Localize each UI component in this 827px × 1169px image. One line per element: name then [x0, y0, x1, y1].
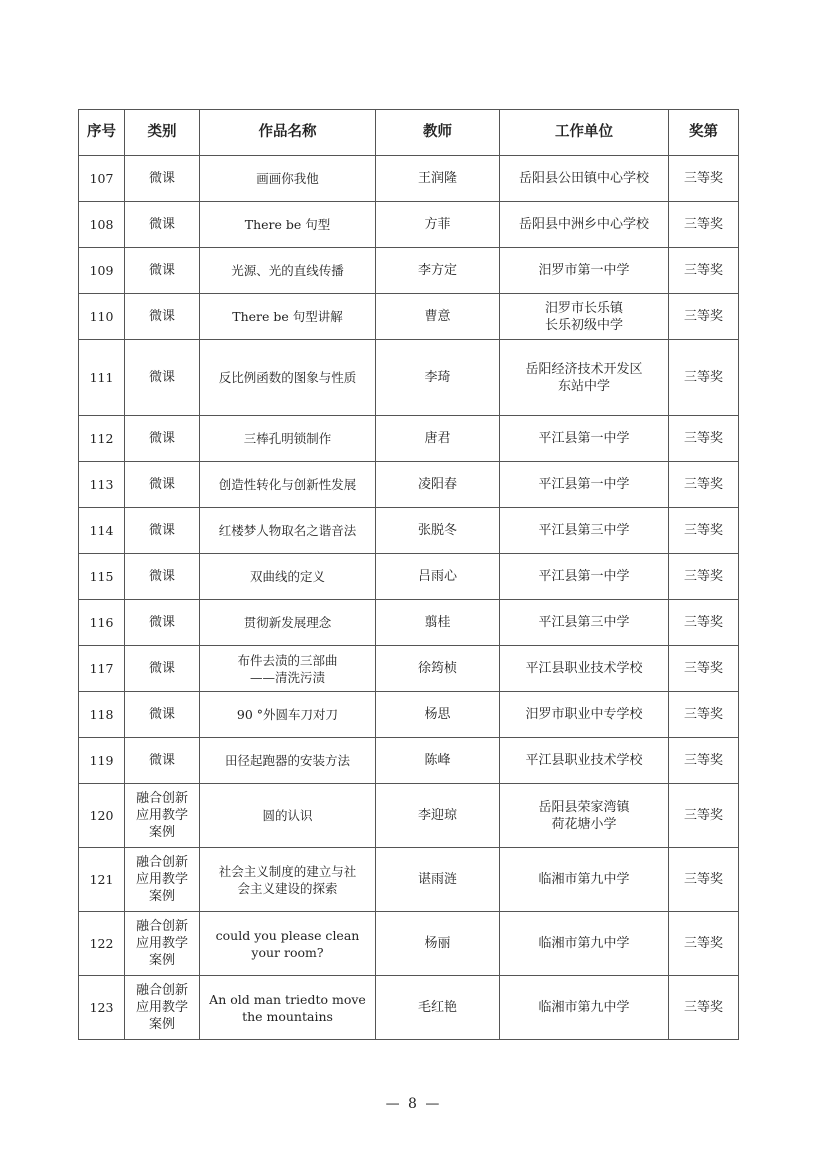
cell-category-text: 微课: [148, 370, 175, 385]
table-row: [79, 692, 739, 738]
cell-award: [669, 416, 739, 462]
cell-teacher-text: 陈峰: [424, 753, 451, 768]
header-award: 奖第: [669, 110, 739, 156]
cell-teacher-text: 曹意: [424, 309, 451, 324]
cell-award-text: 三等奖: [683, 370, 723, 385]
cell-unit: [500, 294, 669, 340]
table-row: [79, 976, 739, 1040]
table-row: [79, 416, 739, 462]
table-row: [79, 156, 739, 202]
cell-category: [125, 202, 200, 248]
cell-category: [125, 156, 200, 202]
cell-no-text: 119: [89, 753, 114, 768]
table-row: [79, 912, 739, 976]
cell-unit-text: 临湘市第九中学: [538, 936, 630, 951]
cell-title-text: 圆的认识: [262, 808, 313, 823]
cell-title: [200, 508, 376, 554]
cell-unit: [500, 202, 669, 248]
cell-title: [200, 156, 376, 202]
cell-title: [200, 554, 376, 600]
cell-award-text: 三等奖: [683, 431, 723, 446]
cell-unit-text: 岳阳县公田镇中心学校: [518, 171, 649, 186]
cell-award-text: 三等奖: [683, 615, 723, 630]
cell-unit-text: 临湘市第九中学: [538, 872, 630, 887]
cell-no: [79, 692, 125, 738]
cell-teacher: [376, 848, 500, 912]
cell-unit-text: 汨罗市职业中专学校: [525, 707, 643, 722]
cell-unit: [500, 976, 669, 1040]
cell-award-text: 三等奖: [683, 263, 723, 278]
cell-category: [125, 912, 200, 976]
cell-no: [79, 340, 125, 416]
cell-award-text: 三等奖: [683, 872, 723, 887]
cell-award-text: 三等奖: [683, 808, 723, 823]
header-title: 作品名称: [200, 110, 376, 156]
cell-award-text: 三等奖: [683, 753, 723, 768]
cell-unit-text: 汨罗市第一中学: [538, 263, 630, 278]
cell-unit-text: 岳阳县荣家湾镇 荷花塘小学: [538, 799, 630, 832]
cell-category-text: 融合创新 应用教学 案例: [135, 791, 188, 840]
cell-title: [200, 848, 376, 912]
table-row: [79, 784, 739, 848]
cell-teacher: [376, 692, 500, 738]
cell-title-text: An old man triedto move the mountains: [209, 991, 366, 1024]
header-unit: 工作单位: [500, 110, 669, 156]
cell-no: [79, 248, 125, 294]
cell-unit: [500, 462, 669, 508]
cell-title-text: 反比例函数的图象与性质: [218, 370, 357, 385]
cell-teacher: [376, 462, 500, 508]
cell-category: [125, 554, 200, 600]
cell-unit-text: 岳阳县中洲乡中心学校: [518, 217, 649, 232]
cell-category-text: 融合创新 应用教学 案例: [135, 855, 188, 904]
cell-no: [79, 462, 125, 508]
cell-no: [79, 912, 125, 976]
cell-no-text: 120: [89, 808, 114, 823]
cell-award: [669, 848, 739, 912]
table-row: [79, 600, 739, 646]
cell-category-text: 融合创新 应用教学 案例: [135, 983, 188, 1032]
table-row: [79, 646, 739, 692]
cell-teacher-text: 毛红艳: [417, 1000, 457, 1015]
cell-title: [200, 462, 376, 508]
cell-unit-text: 临湘市第九中学: [538, 1000, 630, 1015]
cell-unit: [500, 248, 669, 294]
cell-unit-text: 平江县职业技术学校: [525, 661, 643, 676]
cell-unit: [500, 784, 669, 848]
cell-category: [125, 294, 200, 340]
table-row: [79, 202, 739, 248]
cell-unit-text: 平江县第三中学: [538, 615, 630, 630]
cell-teacher-text: 李方定: [417, 263, 457, 278]
table-row: [79, 294, 739, 340]
cell-unit: [500, 646, 669, 692]
cell-unit: [500, 912, 669, 976]
cell-no-text: 110: [89, 309, 114, 324]
cell-teacher-text: 杨丽: [424, 936, 451, 951]
cell-award: [669, 784, 739, 848]
cell-title: [200, 738, 376, 784]
cell-teacher-text: 谌雨涟: [417, 872, 457, 887]
cell-no: [79, 508, 125, 554]
cell-award: [669, 248, 739, 294]
cell-no: [79, 784, 125, 848]
cell-title: [200, 600, 376, 646]
cell-teacher: [376, 294, 500, 340]
cell-category: [125, 248, 200, 294]
cell-unit-text: 平江县职业技术学校: [525, 753, 643, 768]
cell-award: [669, 554, 739, 600]
cell-no-text: 111: [89, 370, 114, 385]
cell-category-text: 微课: [148, 171, 175, 186]
cell-award: [669, 508, 739, 554]
cell-title-text: 光源、光的直线传播: [231, 263, 344, 278]
cell-award-text: 三等奖: [683, 217, 723, 232]
cell-title-text: There be 句型: [244, 217, 331, 232]
cell-no-text: 118: [89, 707, 114, 722]
cell-award-text: 三等奖: [683, 523, 723, 538]
header-row: [79, 110, 739, 156]
cell-unit-text: 汨罗市长乐镇 长乐初级中学: [544, 300, 623, 333]
cell-no-text: 122: [89, 936, 114, 951]
cell-title-text: 90 °外圆车刀对刀: [236, 707, 339, 722]
table-row: [79, 508, 739, 554]
cell-award-text: 三等奖: [683, 1000, 723, 1015]
cell-category: [125, 646, 200, 692]
cell-category: [125, 692, 200, 738]
cell-unit-text: 岳阳经济技术开发区 东站中学: [525, 361, 643, 394]
cell-no-text: 123: [89, 1000, 114, 1015]
cell-title-text: 创造性转化与创新性发展: [218, 477, 357, 492]
cell-no: [79, 416, 125, 462]
header-no: 序号: [79, 110, 125, 156]
cell-unit-text: 平江县第一中学: [538, 431, 630, 446]
table-row: [79, 738, 739, 784]
cell-unit-text: 平江县第三中学: [538, 523, 630, 538]
cell-no-text: 121: [89, 872, 114, 887]
header-category: 类别: [125, 110, 200, 156]
cell-teacher: [376, 416, 500, 462]
cell-unit: [500, 692, 669, 738]
cell-category: [125, 462, 200, 508]
cell-teacher: [376, 508, 500, 554]
cell-teacher: [376, 156, 500, 202]
cell-category: [125, 784, 200, 848]
cell-no-text: 116: [89, 615, 114, 630]
award-table: [78, 109, 739, 1040]
cell-award: [669, 462, 739, 508]
cell-award: [669, 692, 739, 738]
table-row: [79, 462, 739, 508]
cell-category-text: 微课: [148, 431, 175, 446]
cell-award-text: 三等奖: [683, 661, 723, 676]
cell-teacher: [376, 976, 500, 1040]
cell-unit-text: 平江县第一中学: [538, 477, 630, 492]
cell-no: [79, 156, 125, 202]
cell-no: [79, 848, 125, 912]
cell-unit: [500, 416, 669, 462]
cell-title: [200, 976, 376, 1040]
cell-no-text: 114: [89, 523, 114, 538]
cell-teacher: [376, 784, 500, 848]
cell-no: [79, 600, 125, 646]
cell-title: [200, 646, 376, 692]
cell-award-text: 三等奖: [683, 477, 723, 492]
cell-award: [669, 202, 739, 248]
cell-category-text: 微课: [148, 309, 175, 324]
cell-teacher: [376, 554, 500, 600]
cell-title-text: 三棒孔明锁制作: [243, 431, 332, 446]
cell-award: [669, 646, 739, 692]
cell-award-text: 三等奖: [683, 569, 723, 584]
cell-category-text: 微课: [148, 753, 175, 768]
table-row: [79, 554, 739, 600]
cell-category-text: 微课: [148, 477, 175, 492]
cell-title: [200, 248, 376, 294]
table-row: [79, 248, 739, 294]
cell-teacher-text: 方菲: [424, 217, 451, 232]
cell-teacher-text: 徐筠桢: [417, 661, 457, 676]
cell-category-text: 微课: [148, 569, 175, 584]
cell-teacher: [376, 738, 500, 784]
cell-award-text: 三等奖: [683, 707, 723, 722]
cell-title-text: 双曲线的定义: [249, 569, 325, 584]
cell-award: [669, 976, 739, 1040]
cell-award: [669, 340, 739, 416]
table-row: [79, 848, 739, 912]
cell-category: [125, 738, 200, 784]
cell-category-text: 微课: [148, 523, 175, 538]
cell-award-text: 三等奖: [683, 936, 723, 951]
cell-no: [79, 976, 125, 1040]
cell-category: [125, 508, 200, 554]
cell-award-text: 三等奖: [683, 309, 723, 324]
cell-title-text: 贯彻新发展理念: [243, 615, 332, 630]
cell-teacher: [376, 340, 500, 416]
cell-no: [79, 294, 125, 340]
cell-teacher: [376, 248, 500, 294]
cell-teacher-text: 翦桂: [424, 615, 451, 630]
cell-unit: [500, 554, 669, 600]
cell-category-text: 微课: [148, 661, 175, 676]
cell-title-text: 田径起跑器的安装方法: [224, 753, 350, 768]
cell-title: [200, 784, 376, 848]
cell-title: [200, 202, 376, 248]
cell-category-text: 微课: [148, 217, 175, 232]
cell-no-text: 107: [89, 171, 114, 186]
cell-no-text: 115: [89, 569, 114, 584]
cell-unit-text: 平江县第一中学: [538, 569, 630, 584]
cell-teacher-text: 凌阳春: [417, 477, 457, 492]
cell-teacher-text: 吕雨心: [417, 569, 457, 584]
table-row: [79, 340, 739, 416]
cell-category: [125, 848, 200, 912]
cell-award: [669, 912, 739, 976]
cell-teacher-text: 李琦: [424, 370, 451, 385]
cell-teacher-text: 王润隆: [417, 171, 457, 186]
cell-unit: [500, 340, 669, 416]
cell-category: [125, 416, 200, 462]
cell-title: [200, 912, 376, 976]
cell-title-text: 红楼梦人物取名之谐音法: [218, 523, 357, 538]
cell-no: [79, 738, 125, 784]
cell-award: [669, 600, 739, 646]
cell-title-text: 社会主义制度的建立与社 会主义建设的探索: [218, 863, 357, 896]
cell-category-text: 微课: [148, 707, 175, 722]
cell-category-text: 微课: [148, 263, 175, 278]
cell-unit: [500, 848, 669, 912]
cell-no-text: 109: [89, 263, 114, 278]
cell-category: [125, 340, 200, 416]
cell-teacher-text: 唐君: [424, 431, 451, 446]
cell-teacher-text: 李迎琼: [417, 808, 457, 823]
cell-teacher: [376, 646, 500, 692]
cell-unit: [500, 156, 669, 202]
cell-title: [200, 416, 376, 462]
cell-no-text: 117: [89, 661, 114, 676]
cell-no-text: 112: [89, 431, 114, 446]
cell-teacher: [376, 202, 500, 248]
table-body: [79, 156, 739, 1040]
cell-teacher: [376, 912, 500, 976]
cell-unit: [500, 600, 669, 646]
cell-teacher-text: 张脱冬: [417, 523, 457, 538]
cell-no: [79, 646, 125, 692]
header-teacher: 教师: [376, 110, 500, 156]
cell-award-text: 三等奖: [683, 171, 723, 186]
cell-title-text: could you please clean your room?: [215, 927, 360, 960]
cell-award: [669, 738, 739, 784]
cell-no-text: 113: [89, 477, 114, 492]
cell-award: [669, 156, 739, 202]
cell-category: [125, 600, 200, 646]
cell-title: [200, 340, 376, 416]
cell-title: [200, 294, 376, 340]
cell-title-text: There be 句型讲解: [232, 309, 343, 324]
cell-no-text: 108: [89, 217, 114, 232]
cell-category-text: 融合创新 应用教学 案例: [135, 919, 188, 968]
cell-title-text: 布件去渍的三部曲 ——清洗污渍: [237, 652, 338, 685]
cell-teacher-text: 杨思: [424, 707, 451, 722]
cell-category-text: 微课: [148, 615, 175, 630]
cell-unit: [500, 508, 669, 554]
cell-title: [200, 692, 376, 738]
cell-title-text: 画画你我他: [256, 171, 319, 186]
cell-no: [79, 554, 125, 600]
cell-teacher: [376, 600, 500, 646]
cell-category: [125, 976, 200, 1040]
page-number: — 8 —: [385, 1096, 442, 1112]
cell-unit: [500, 738, 669, 784]
cell-no: [79, 202, 125, 248]
cell-award: [669, 294, 739, 340]
